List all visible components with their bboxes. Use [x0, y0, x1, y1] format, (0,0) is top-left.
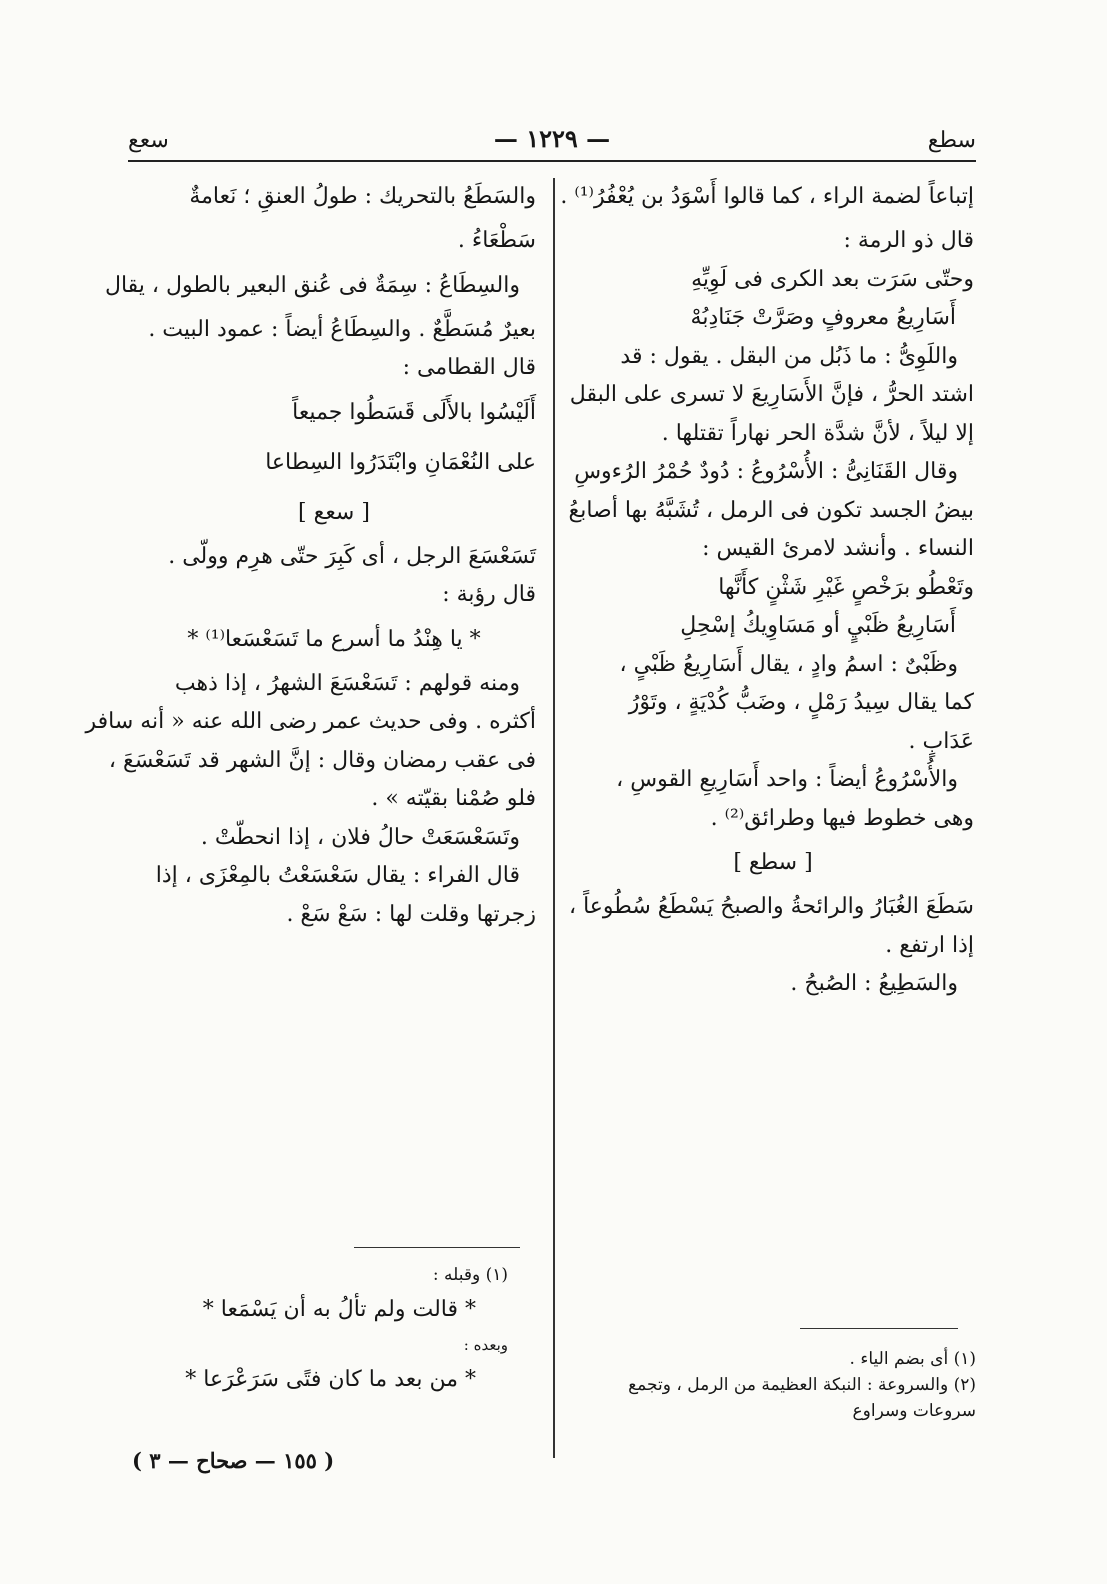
text-line: إذا ارتفع .: [885, 932, 974, 958]
text-line: وظَبْىٌ : اسمُ وادٍ ، يقال أَسَارِيعُ ظَبْىٍ ،: [619, 651, 958, 677]
right-column: [560, 172, 974, 1004]
footnote: (١) أى بضم الياء .: [849, 1349, 976, 1369]
text-line: والسَطَعُ بالتحريك : طولُ العنقِ ؛ نَعامةٌ: [189, 184, 536, 209]
text-line: والسَطِيعُ : الصُبحُ .: [790, 971, 958, 996]
verse-line: أَسَارِيعُ ظَبْيٍ أو مَسَاوِيكُ إسْحِلِ: [680, 613, 956, 638]
verse-line: وتَعْطُو برَخْصٍ غَيْرِ شَثْنٍ كأَنَّها: [718, 574, 974, 600]
text-line: قال رؤبة :: [442, 582, 536, 607]
text-line: قال القطامى :: [402, 355, 536, 380]
text-line: بعيرٌ مُسَطَّعٌ . والسِطَاعُ أيضاً : عمود البيت .: [148, 316, 536, 342]
text-line: زجرتها وقلت لها : سَعْ سَعْ .: [286, 901, 536, 927]
entry-heading-saaa: [ سعع ]: [298, 499, 370, 525]
printer-signature: ( ١٥٥ — صحاح — ٣ ): [132, 1448, 335, 1473]
text-line: سَطَعَ الغُبَارُ والرائحةُ والصبحُ يَسْطَعُ سُطُوعاً ،: [569, 894, 974, 919]
verse-line: أَلَيْسُوا بالأَلَى قَسَطُوا جميعاً: [292, 399, 536, 425]
text-line: والسِطَاعُ : سِمَةٌ فى عُنق البعير بالطول ، يقال: [104, 272, 520, 298]
text-line: أكثره . وفى حديث عمر رضى الله عنه « أنه سافر: [85, 709, 536, 734]
text-line: النساء . وأنشد لامرئ القيس :: [702, 536, 974, 561]
text-line: والأُسْرُوعُ أيضاً : واحد أَسَارِيعِ القوسِ ،: [616, 767, 958, 792]
footnotes-right-cont: [576, 1372, 976, 1424]
text-line: بيضُ الجسد تكون فى الرمل ، تُشَبَّهُ بها أصابعُ: [568, 497, 974, 523]
left-column: [85, 172, 536, 934]
footnotes-left: [132, 1262, 516, 1402]
text-line: اشتد الحرُّ ، فإنَّ الأَسَارِيعَ لا تسرى على البقل: [569, 382, 974, 407]
footnote: (١) وقبله :: [432, 1265, 508, 1285]
text-line: وتَسَعْسَعَتْ حالُ فلان ، إذا انحطّتْ .: [200, 824, 520, 850]
footnote-verse: * قالت ولم تألُ به أن يَسْمَعا *: [202, 1297, 476, 1322]
column-divider: [553, 178, 555, 1458]
footnote: (٢) والسروعة : النبكة العظيمة من الرمل ، وتجمع: [628, 1375, 976, 1395]
text-line: قال ذو الرمة :: [843, 228, 974, 253]
text-line: قال الفراء : يقال سَعْسَعْتُ بالمِعْزَى ، إذا: [155, 863, 520, 888]
verse-line: وحتّى سَرَت بعد الكرى فى لَوِيِّهِ: [691, 266, 974, 292]
footnote-rule-right: [800, 1328, 958, 1329]
text-line: تَسَعْسَعَ الرجل ، أى كَبِرَ حتّى هرِم وولّى .: [168, 543, 536, 569]
text-line: وقال القَنَانِىُّ : الأُسْرُوعُ : دُودٌ حُمْرُ الرُءوسِ: [574, 459, 958, 484]
verse-line: * يا هِنْدُ ما أسرع ما تَسَعْسَعا⁽¹⁾ *: [187, 626, 481, 652]
footnote-rule-left: [354, 1247, 520, 1248]
footnote: وبعده :: [463, 1336, 508, 1354]
text-line: كما يقال سِيدُ رَمْلٍ ، وضَبُّ كُدْيَةٍ ، وتَوْرُ: [628, 690, 974, 715]
text-line: وهى خطوط فيها وطرائق⁽²⁾ .: [710, 805, 974, 831]
text-line: عَدَابٍ .: [908, 728, 974, 754]
text-line: فى عقب رمضان وقال : إنَّ الشهر قد تَسَعْسَعَ ،: [108, 747, 536, 773]
text-line: واللَوِىُّ : ما ذَبُل من البقل . يقول : قد: [620, 343, 958, 369]
entry-heading-sataa: [ سطع ]: [733, 850, 813, 875]
text-line: ومنه قولهم : تَسَعْسَعَ الشهرُ ، إذا ذهب: [174, 670, 520, 696]
header-keyword-right: سطع: [927, 128, 976, 153]
text-line: فلو صُمْنا بقيّته » .: [371, 786, 536, 811]
text-line: سَطْعَاءُ .: [457, 228, 536, 253]
text-line: إلا ليلاً ، لأنَّ شدَّة الحر نهاراً تقتلها .: [661, 420, 974, 446]
footnotes-right: [820, 1346, 976, 1372]
page-number: — ١٢٢٩ —: [493, 124, 611, 153]
footnote-cont: سروعات وسراوع: [852, 1401, 976, 1421]
verse-line: على النُعْمَانِ وابْتَدَرُوا السِطاعا: [265, 449, 536, 475]
text-line: إتباعاً لضمة الراء ، كما قالوا أَسْوَدُ بن يُعْفُرُ⁽¹⁾ .: [560, 184, 974, 209]
header-rule: [128, 160, 976, 162]
header-keyword-left: سعع: [128, 128, 169, 153]
verse-line: أَسَارِيعُ معروفٍ وصَرَّتْ جَنَادِبُهْ: [690, 305, 956, 330]
footnote-verse: * من بعد ما كان فتًى سَرَعْرَعا *: [185, 1367, 476, 1392]
page-header: [128, 122, 976, 162]
